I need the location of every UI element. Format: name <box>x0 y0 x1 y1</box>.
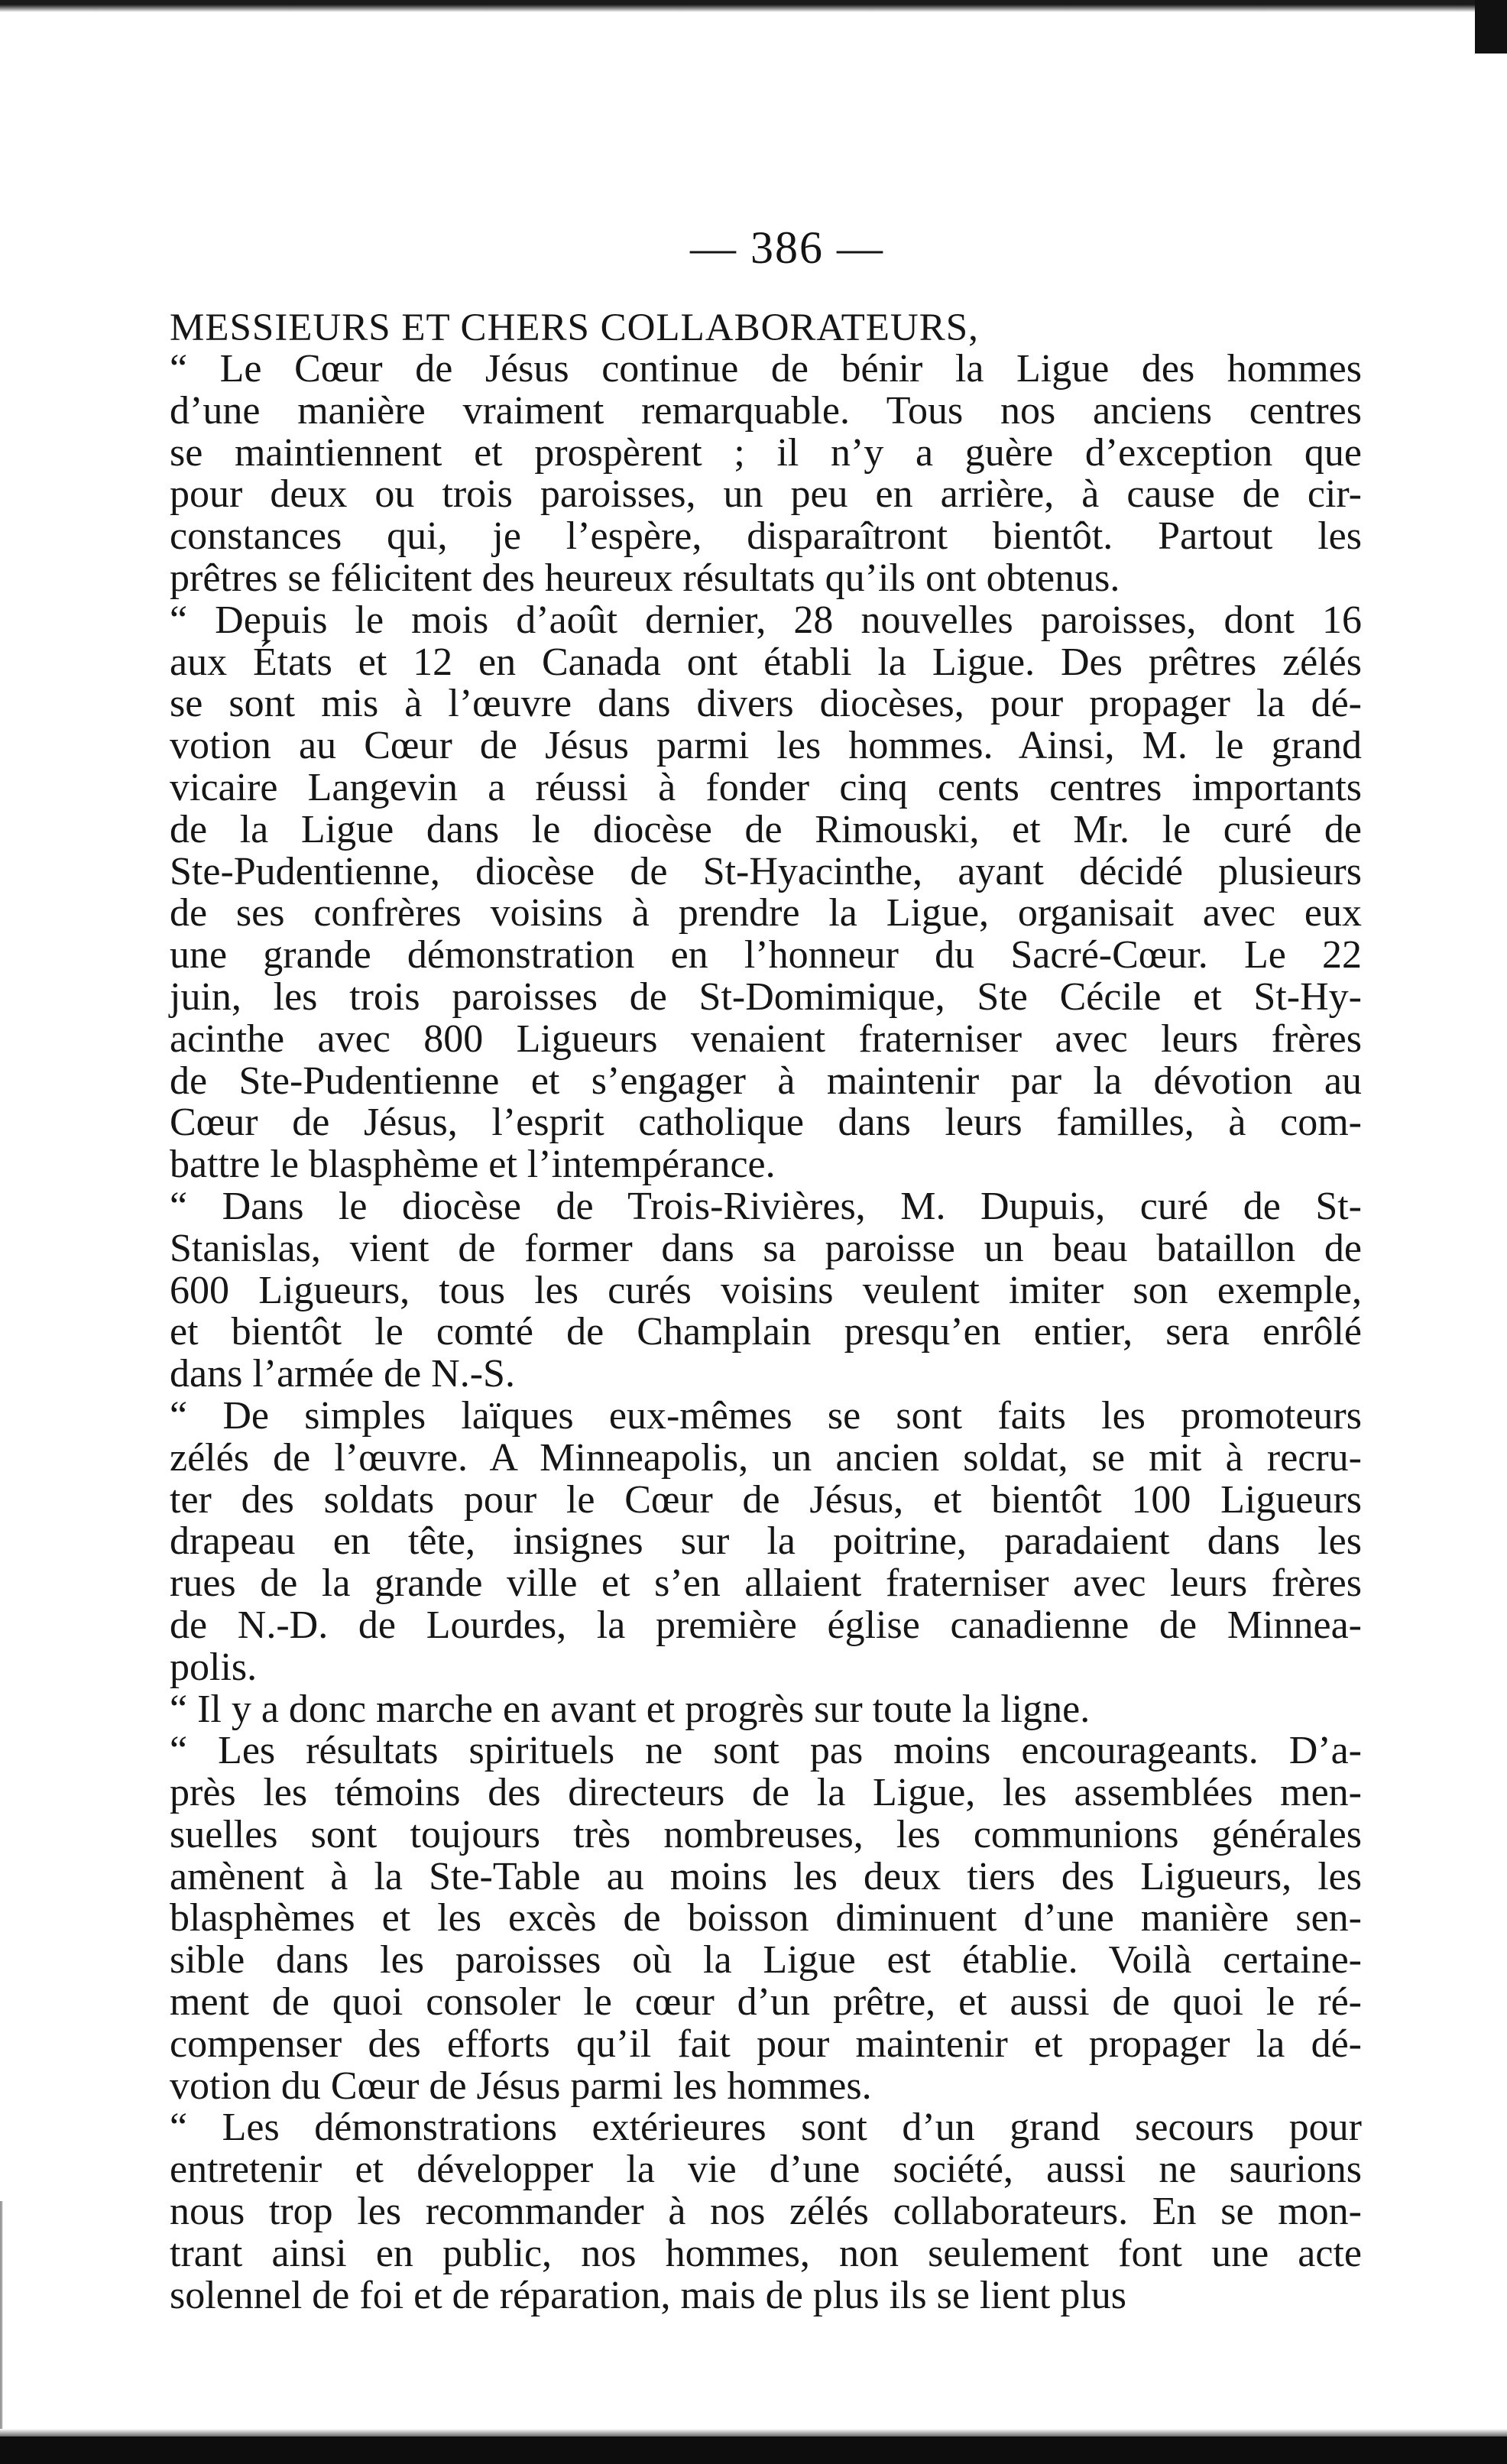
text-line: Stanislas, vient de former dans sa paroisse un beau bataillon de <box>170 1226 1362 1270</box>
text-line: nous trop les recommander à nos zélés collaborateurs. En se mon- <box>170 2190 1362 2234</box>
text-line: Cœur de Jésus, l’esprit catholique dans leurs familles, à com- <box>170 1101 1362 1145</box>
text-line: de Ste-Pudentienne et s’engager à maintenir par la dévotion au <box>170 1059 1362 1103</box>
text-line: polis. <box>170 1645 258 1689</box>
text-line: “ De simples laïques eux-mêmes se sont faits les promoteurs <box>170 1393 1362 1438</box>
text-line: votion du Cœur de Jésus parmi les hommes. <box>170 2064 872 2108</box>
text-line: suelles sont toujours très nombreuses, les communions générales <box>170 1812 1362 1856</box>
text-line: de N.-D. de Lourdes, la première église canadienne de Minnea- <box>170 1603 1362 1647</box>
text-line: 600 Ligueurs, tous les curés voisins veulent imiter son exemple, <box>170 1268 1362 1312</box>
text-line: compenser des efforts qu’il fait pour maintenir et propager la dé- <box>170 2021 1362 2066</box>
text-line: ment de quoi consoler le cœur d’un prêtre, et aussi de quoi le ré- <box>170 1980 1362 2025</box>
text-line: “ Les démonstrations extérieures sont d’un grand secours pour <box>170 2106 1362 2150</box>
text-line: solennel de foi et de réparation, mais de plus ils se lient plus <box>170 2273 1127 2317</box>
text-line: pour deux ou trois paroisses, un peu en arrière, à cause de cir- <box>170 472 1362 517</box>
letter-body <box>170 307 1362 2316</box>
text-line: de ses confrères voisins à prendre la Ligue, organisait avec eux <box>170 891 1362 935</box>
text-line: votion au Cœur de Jésus parmi les hommes. Ainsi, M. le grand <box>170 724 1362 768</box>
text-line: de la Ligue dans le diocèse de Rimouski, et Mr. le curé de <box>170 807 1362 851</box>
text-line: et bientôt le comté de Champlain presqu’en entier, sera enrôlé <box>170 1310 1362 1354</box>
paragraph <box>170 2107 1362 2316</box>
salutation-text: MESSIEURS ET CHERS COLLABORATEURS, <box>170 306 979 349</box>
page-number: — 386 — <box>690 222 884 273</box>
text-line: sible dans les paroisses où la Ligue est établie. Voilà certaine- <box>170 1938 1362 1983</box>
scan-right-corner <box>1475 0 1507 53</box>
scan-left-margin-mark <box>0 2201 15 2438</box>
text-line: “ Le Cœur de Jésus continue de bénir la Ligue des hommes <box>170 347 1362 391</box>
salutation <box>170 307 1362 349</box>
text-line: vicaire Langevin a réussi à fonder cinq cents centres importants <box>170 765 1362 809</box>
paragraph <box>170 1186 1362 1396</box>
text-line: “ Depuis le mois d’août dernier, 28 nouvelles paroisses, dont 16 <box>170 598 1362 642</box>
text-line: “ Il y a donc marche en avant et progrès sur toute la ligne. <box>170 1687 1091 1731</box>
text-line: “ Les résultats spirituels ne sont pas moins encourageants. D’a- <box>170 1729 1362 1773</box>
text-line: rues de la grande ville et s’en allaient fraterniser avec leurs frères <box>170 1561 1362 1606</box>
text-line: acinthe avec 800 Ligueurs venaient fraterniser avec leurs frères <box>170 1016 1362 1061</box>
paragraph <box>170 1689 1362 1731</box>
text-line: aux États et 12 en Canada ont établi la Ligue. Des prêtres zélés <box>170 640 1362 684</box>
text-line: blasphèmes et les excès de boisson diminuent d’une manière sen- <box>170 1896 1362 1940</box>
paragraph <box>170 600 1362 1186</box>
text-line: drapeau en tête, insignes sur la poitrine, paradaient dans les <box>170 1519 1362 1564</box>
scan-bottom-edge <box>0 2436 1507 2464</box>
scan-top-edge <box>0 0 1507 12</box>
text-line: près les témoins des directeurs de la Ligue, les assemblées men- <box>170 1771 1362 1815</box>
paragraph-list <box>170 349 1362 2316</box>
text-line: “ Dans le diocèse de Trois-Rivières, M. Dupuis, curé de St- <box>170 1184 1362 1228</box>
paragraph <box>170 1730 1362 2107</box>
text-line: une grande démonstration en l’honneur du Sacré-Cœur. Le 22 <box>170 933 1362 977</box>
text-line: juin, les trois paroisses de St-Domimique, Ste Cécile et St-Hy- <box>170 974 1362 1019</box>
text-line: d’une manière vraiment remarquable. Tous nos anciens centres <box>170 388 1362 433</box>
text-line: se maintiennent et prospèrent ; il n’y a guère d’exception que <box>170 430 1362 475</box>
text-line: dans l’armée de N.-S. <box>170 1352 515 1396</box>
paragraph <box>170 1393 1362 1689</box>
text-line: constances qui, je l’espère, disparaîtront bientôt. Partout les <box>170 514 1362 559</box>
text-line: zélés de l’œuvre. A Minneapolis, un ancien soldat, se mit à recru- <box>170 1435 1362 1480</box>
text-line: prêtres se félicitent des heureux résultats qu’ils ont obtenus. <box>170 556 1120 600</box>
text-line: battre le blasphème et l’intempérance. <box>170 1143 776 1187</box>
paragraph <box>170 349 1362 600</box>
text-line: entretenir et développer la vie d’une société, aussi ne saurions <box>170 2148 1362 2192</box>
text-line: amènent à la Ste-Table au moins les deux tiers des Ligueurs, les <box>170 1854 1362 1898</box>
text-line: Ste-Pudentienne, diocèse de St-Hyacinthe, ayant décidé plusieurs <box>170 849 1362 893</box>
text-line: ter des soldats pour le Cœur de Jésus, et bientôt 100 Ligueurs <box>170 1477 1362 1522</box>
text-line: se sont mis à l’œuvre dans divers diocèses, pour propager la dé- <box>170 682 1362 726</box>
text-line: trant ainsi en public, nos hommes, non seulement font une acte <box>170 2231 1362 2275</box>
